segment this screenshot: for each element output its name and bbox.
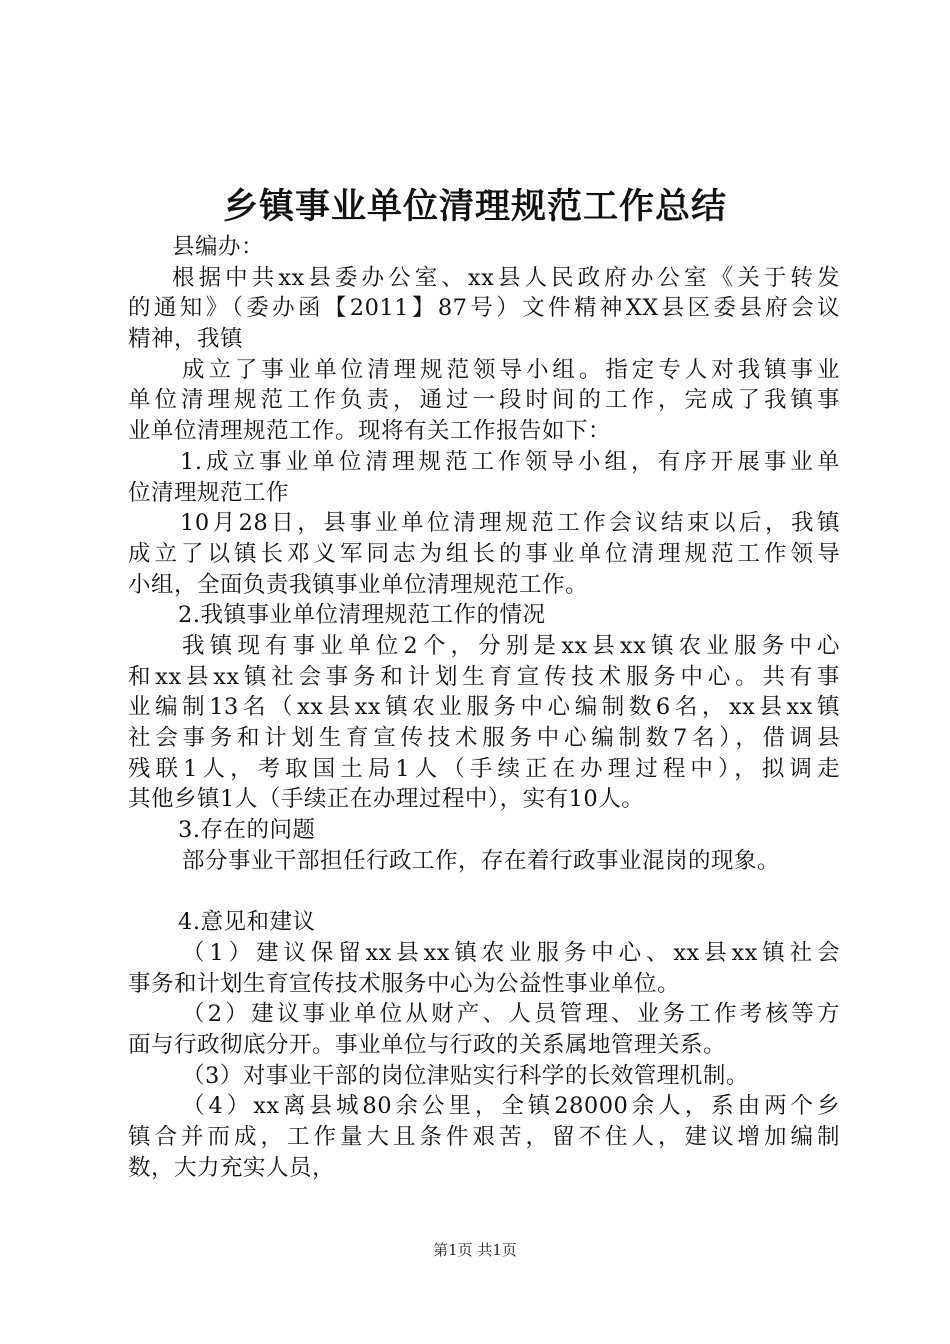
page-footer: 第1页 共1页 [433,1241,517,1259]
blank-line [128,876,840,907]
body-line: 的通知》（委办函【2011】87号）文件精神XX县区委县府会议 [128,295,840,322]
body-line: 精神，我镇 [128,326,244,353]
body-line: 数，大力充实人员， [128,1154,336,1181]
body-line: 面与行政彻底分开。事业单位与行政的关系属地管理关系。 [128,1031,727,1058]
body-line: （3）对事业干部的岗位津贴实行科学的长效管理机制。 [182,1062,749,1089]
body-line: 业单位清理规范工作。现将有关工作报告如下： [128,418,612,445]
body-line: 业编制13名（xx县xx镇农业服务中心编制数6名，xx县xx镇 [128,694,840,721]
body-line: 残联1人，考取国土局1人（手续正在办理过程中），拟调走 [128,755,840,782]
body-line: 根据中共xx县委办公室、xx县人民政府办公室《关于转发 [172,264,840,291]
section-heading-2: 2.我镇事业单位清理规范工作的情况 [178,602,546,629]
document-title: 乡镇事业单位清理规范工作总结 [222,186,727,227]
salutation-line: 县编办： [172,234,265,260]
section-heading-3: 3.存在的问题 [178,817,316,844]
body-line: （2）建议事业单位从财产、人员管理、业务工作考核等方 [182,1001,840,1028]
body-line: 我镇现有事业单位2个，分别是xx县xx镇农业服务中心 [182,632,840,659]
body-line: 和xx县xx镇社会事务和计划生育宣传技术服务中心。共有事 [128,663,840,690]
body-line: （4）xx离县城80余公里，全镇28000余人，系由两个乡 [182,1093,840,1120]
body-line: 镇合并而成，工作量大且条件艰苦，留不住人，建议增加编制 [128,1123,840,1150]
body-line: 成立了以镇长邓义军同志为组长的事业单位清理规范工作领导 [128,540,840,567]
document-body [128,232,840,1183]
body-line: 其他乡镇1人（手续正在办理过程中），实有10人。 [128,786,645,813]
body-line: （1）建议保留xx县xx镇农业服务中心、xx县xx镇社会 [182,939,840,966]
body-line: 10月28日，县事业单位清理规范工作会议结束以后，我镇 [180,510,840,537]
section-heading-1: 1.成立事业单位清理规范工作领导小组，有序开展事业单 [180,448,840,475]
body-line: 社会事务和计划生育宣传技术服务中心编制数7名），借调县 [128,725,840,751]
body-line: 事务和计划生育宣传技术服务中心为公益性事业单位。 [128,970,681,997]
body-line: 部分事业干部担任行政工作，存在着行政事业混岗的现象。 [182,847,781,874]
body-line: 小组，全面负责我镇事业单位清理规范工作。 [128,571,589,598]
body-line: 成立了事业单位清理规范领导小组。指定专人对我镇事业 [182,356,840,383]
section-heading-4: 4.意见和建议 [178,909,316,936]
body-line: 单位清理规范工作负责，通过一段时间的工作，完成了我镇事 [128,387,840,414]
body-line: 位清理规范工作 [128,479,290,506]
